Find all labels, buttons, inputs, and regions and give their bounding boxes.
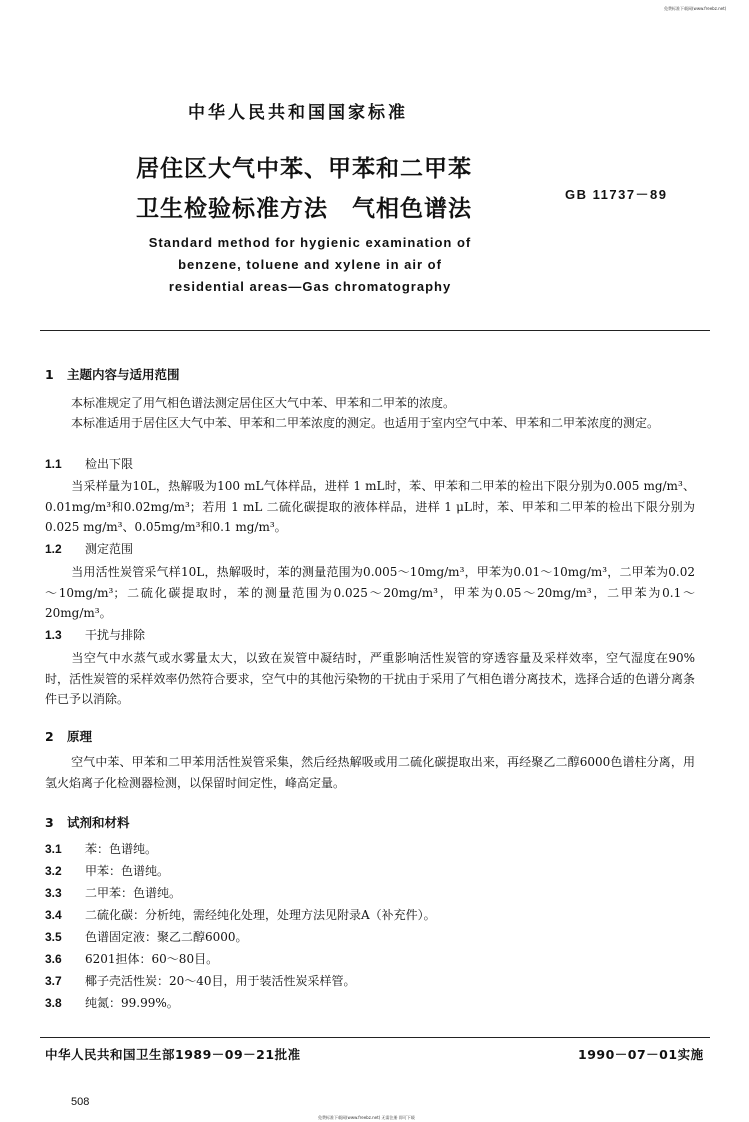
section-3-heading xyxy=(45,813,130,831)
national-standard-label: 中华人民共和国国家标准 xyxy=(188,103,408,123)
subsection-1-1-paragraph xyxy=(45,476,695,538)
section-2-title: 原理 xyxy=(67,729,93,744)
subsection-1-1-heading xyxy=(45,455,133,472)
subsection-1-2-title: 测定范围 xyxy=(85,542,134,556)
subsection-1-2-text: 当用活性炭管采气样10L，热解吸时，苯的测量范围为0.005～10mg/m³，甲苯为0.01～10mg/m³，二甲苯为0.02～10mg/m³；二硫化碳提取时，苯的测量范围为0.025～20mg/m³，甲苯为0.05～20mg/m³，二甲苯为0.1～20mg/m³。 xyxy=(45,565,695,621)
subsection-1-3-paragraph xyxy=(45,648,695,710)
subsection-1-1-title: 检出下限 xyxy=(85,457,134,471)
subsection-1-2-heading xyxy=(45,540,133,557)
section-3-title: 试剂和材料 xyxy=(67,815,130,830)
list-item-text: 6201担体：60～80目。 xyxy=(85,952,219,966)
page-number: 508 xyxy=(71,1096,90,1108)
standard-code: GB 11737－89 xyxy=(565,187,668,202)
approval-date: 中华人民共和国卫生部1989－09－21批准 xyxy=(45,1047,301,1062)
subsection-1-1-text: 当采样量为10L，热解吸为100 mL气体样品，进样 1 mL时，苯、甲苯和二甲苯的检出下限分别为0.005 mg/m³、0.01mg/m³和0.02mg/m³；若用 1 mL 二硫化碳提取的液体样品，进样 1 μL时，苯、甲苯和二甲苯的检出下限分别为0.025 mg/m³、0.05mg/m³和0.1 mg/m³。 xyxy=(45,479,695,535)
subsection-1-3-text: 当空气中水蒸气或水雾量太大，以致在炭管中凝结时，严重影响活性炭管的穿透容量及采样效率，空气湿度在90%时，活性炭管的采样效率仍然符合要求，空气中的其他污染物的干扰由于采用了气相色谱分离技术，选择合适的色谱分离条件已予以消除。 xyxy=(45,651,695,707)
section-2-number: 2 xyxy=(45,729,54,744)
title-english-line-1: Standard method for hygienic examination of xyxy=(148,235,472,250)
title-english-line-2: benzene, toluene and xylene in air of xyxy=(178,257,442,272)
list-item-text: 二硫化碳：分析纯，需经纯化处理，处理方法见附录A（补充件）。 xyxy=(85,908,436,922)
title-english-line-3: residential areas—Gas chromatography xyxy=(168,279,452,294)
footer-divider xyxy=(40,1037,710,1038)
list-item-number: 3.6 xyxy=(45,952,62,966)
section-1-paragraph-2-text: 本标准适用于居住区大气中苯、甲苯和二甲苯浓度的测定。也适用于室内空气中苯、甲苯和二甲苯浓度的测定。 xyxy=(71,416,660,430)
list-item-number: 3.1 xyxy=(45,842,62,856)
list-item-text: 纯氮：99.99%。 xyxy=(85,996,179,1010)
section-2-text: 空气中苯、甲苯和二甲苯用活性炭管采集，然后经热解吸或用二硫化碳提取出来，再经聚乙二醇6000色谱柱分离，用氢火焰离子化检测器检测，以保留时间定性，峰高定量。 xyxy=(45,755,695,790)
list-item xyxy=(45,972,356,989)
list-item-number: 3.4 xyxy=(45,908,62,922)
list-item-number: 3.7 xyxy=(45,974,62,988)
list-item xyxy=(45,884,181,901)
section-1-paragraph-1-text: 本标准规定了用气相色谱法测定居住区大气中苯、甲苯和二甲苯的浓度。 xyxy=(71,396,456,410)
list-item-number: 3.5 xyxy=(45,930,62,944)
list-item xyxy=(45,928,248,945)
list-item-number: 3.2 xyxy=(45,864,62,878)
title-chinese-line-1: 居住区大气中苯、甲苯和二甲苯 xyxy=(136,156,472,182)
subsection-1-2-number: 1.2 xyxy=(45,542,62,556)
list-item xyxy=(45,950,218,967)
implementation-date: 1990－07－01实施 xyxy=(578,1047,704,1062)
list-item-text: 甲苯：色谱纯。 xyxy=(85,864,170,878)
section-1-number: 1 xyxy=(45,367,54,382)
list-item-text: 苯：色谱纯。 xyxy=(85,842,158,856)
list-item-number: 3.8 xyxy=(45,996,62,1010)
section-1-title: 主题内容与适用范围 xyxy=(67,367,180,382)
list-item-number: 3.3 xyxy=(45,886,62,900)
title-chinese-line-2: 卫生检验标准方法 气相色谱法 xyxy=(136,196,472,222)
list-item xyxy=(45,994,179,1011)
list-item-text: 色谱固定液：聚乙二醇6000。 xyxy=(85,930,248,944)
subsection-1-3-heading xyxy=(45,626,145,643)
subsection-1-2-paragraph xyxy=(45,562,695,624)
subsection-1-3-title: 干扰与排除 xyxy=(85,628,146,642)
bottom-watermark-note: 免费标准下载网(www.freebz.net) 无需注册 即可下载 xyxy=(318,1115,415,1120)
header-watermark-note: 免费标准下载网(www.freebz.net) xyxy=(664,6,727,11)
section-1-heading xyxy=(45,365,180,383)
subsection-1-3-number: 1.3 xyxy=(45,628,62,642)
section-3-number: 3 xyxy=(45,815,54,830)
list-item xyxy=(45,862,169,879)
header-divider xyxy=(40,330,710,331)
list-item-text: 椰子壳活性炭：20～40目，用于装活性炭采样管。 xyxy=(85,974,356,988)
list-item xyxy=(45,840,157,857)
section-2-paragraph xyxy=(45,752,695,793)
section-1-paragraph-1 xyxy=(45,393,695,414)
subsection-1-1-number: 1.1 xyxy=(45,457,62,471)
list-item xyxy=(45,906,436,923)
section-1-paragraph-2 xyxy=(45,413,695,434)
list-item-text: 二甲苯：色谱纯。 xyxy=(85,886,182,900)
section-2-heading xyxy=(45,727,92,745)
